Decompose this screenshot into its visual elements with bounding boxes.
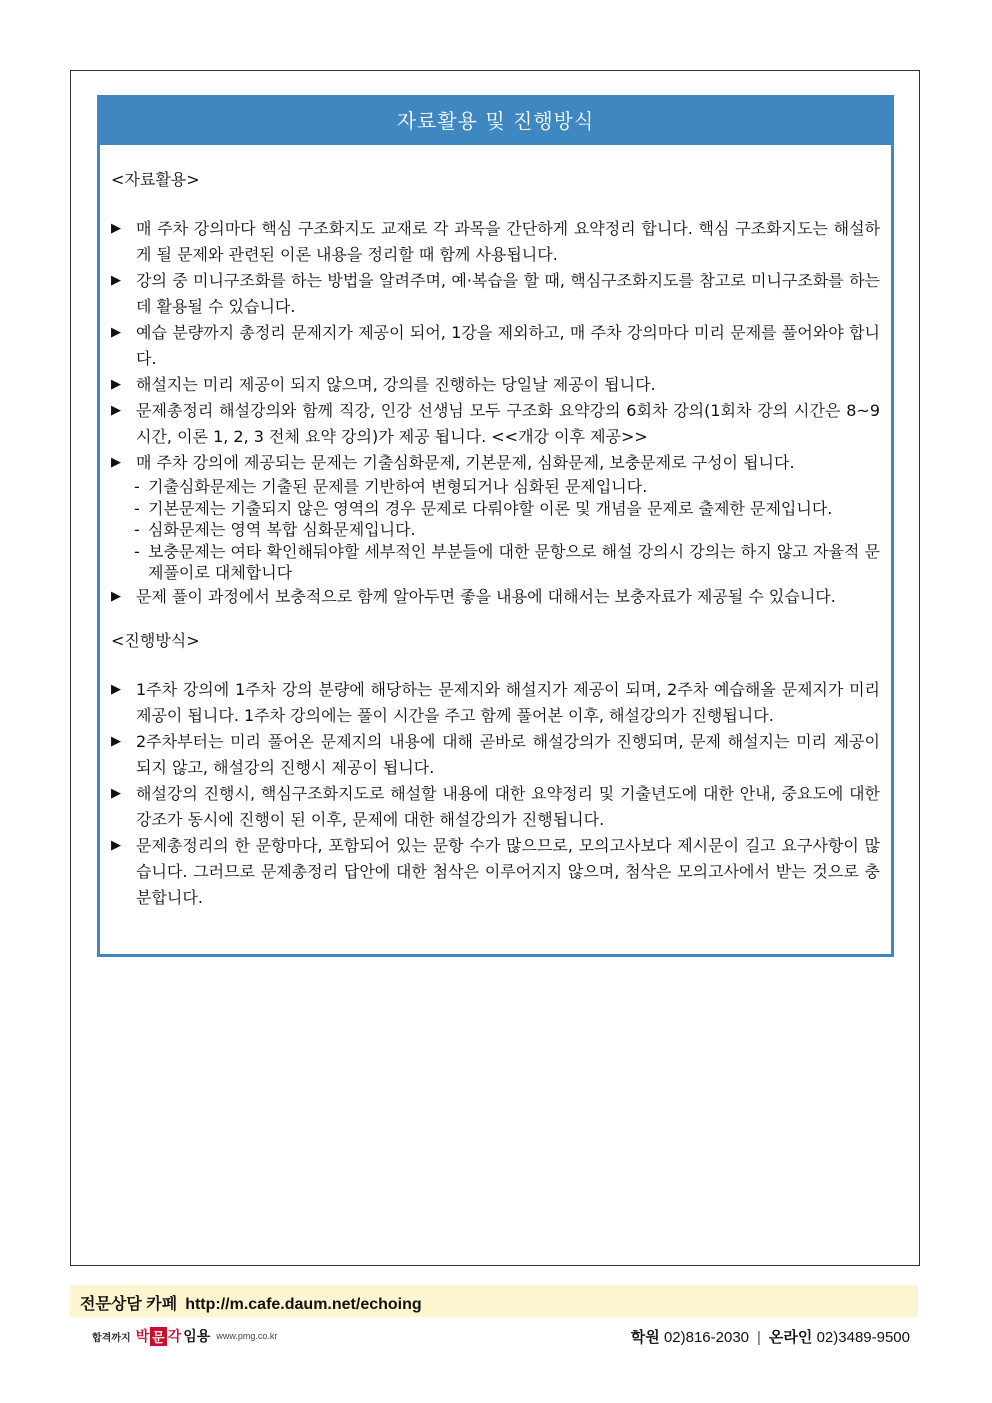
sub-list-item: - 심화문제는 영역 복합 심화문제입니다. <box>134 520 416 539</box>
contact-label: 전문상담 카페 <box>80 1296 178 1313</box>
sub-list-item: - 기출심화문제는 기출된 문제를 기반하여 변형되거나 심화된 문제입니다. <box>134 477 648 496</box>
online-label: 온라인 <box>768 1329 813 1346</box>
publisher-logo <box>92 1326 277 1346</box>
logo-site: www.pmg.co.kr <box>216 1331 278 1341</box>
logo-tagline: 합격까지 <box>92 1332 131 1344</box>
bullet-arrow-icon: ▶ <box>111 785 121 801</box>
list-item: ▶ 매 주차 강의에 제공되는 문제는 기출심화문제, 기본문제, 심화문제, 보충문제로 구성이 됩니다. - 기출심화문제는 기출된 문제를 기반하여 변형되거나 심화된 문제입니다. - 기본문제는 기출되지 않은 영역의 경우 문제로 다뤄야할 이론 및 개념을 문제로 출제한 문제입니다. - 심화문제는 영역 복합 심화문제입니다. - 보충문제는 여타 확인해둬야할 세부적인 부분들에 대한 문항으로 해설 강의시 강의는 하지 않고 자율적 문제풀이로 대체합니다 <box>111 450 880 584</box>
academy-phone: 02)816-2030 <box>663 1329 750 1346</box>
bullet-arrow-icon: ▶ <box>111 221 121 236</box>
bullet-arrow-icon: ▶ <box>111 455 121 470</box>
materials-list <box>111 216 880 610</box>
section-heading-materials: <자료활용> <box>111 170 200 189</box>
process-list <box>111 677 880 911</box>
bullet-arrow-icon: ▶ <box>111 377 121 392</box>
section-heading-process: <진행방식> <box>111 630 200 650</box>
phone-numbers <box>631 1326 910 1347</box>
logo-brand-a: 박 <box>135 1328 150 1344</box>
list-item: ▶ 1주차 강의에 1주차 강의 분량에 해당하는 문제지와 해설지가 제공이 되며, 2주차 예습해올 문제지가 미리 제공이 됩니다. 1주차 강의에는 풀이 시간을 주고 함께 풀어본 이후, 해설강의가 진행됩니다. <box>111 677 880 729</box>
logo-brand-d: 임용 <box>183 1328 211 1344</box>
list-item: ▶ 문제총정리의 한 문항마다, 포함되어 있는 문항 수가 많으므로, 모의고사보다 제시문이 길고 요구사항이 많습니다. 그러므로 문제총정리 답안에 대한 첨삭은 이루어지지 않으며, 첨삭은 모의고사에서 받는 것으로 충분합니다. <box>111 833 880 911</box>
list-item: ▶ 강의 중 미니구조화를 하는 방법을 알려주며, 예·복습을 할 때, 핵심구조화지도를 참고로 미니구조화를 하는 데 활용될 수 있습니다. <box>111 268 880 320</box>
online-phone: 02)3489-9500 <box>816 1329 910 1346</box>
panel-title: 자료활용 및 진행방식 <box>100 98 891 145</box>
bullet-arrow-icon: ▶ <box>111 588 121 604</box>
sub-list-item: - 보충문제는 여타 확인해둬야할 세부적인 부분들에 대한 문항으로 해설 강의시 강의는 하지 않고 자율적 문제풀이로 대체합니다 <box>134 541 880 582</box>
bullet-arrow-icon: ▶ <box>111 681 121 697</box>
academy-label: 학원 <box>630 1329 660 1346</box>
list-item: ▶ 해설지는 미리 제공이 되지 않으며, 강의를 진행하는 당일날 제공이 됩니다. <box>111 372 880 398</box>
sub-list-item: - 기본문제는 기출되지 않은 영역의 경우 문제로 다뤄야할 이론 및 개념을 문제로 출제한 문제입니다. <box>134 498 833 518</box>
info-panel <box>97 95 894 957</box>
bullet-arrow-icon: ▶ <box>111 733 121 749</box>
cafe-link[interactable]: http://m.cafe.daum.net/echoing <box>185 1296 422 1313</box>
list-item: ▶ 문제 풀이 과정에서 보충적으로 함께 알아두면 좋을 내용에 대해서는 보충자료가 제공될 수 있습니다. <box>111 584 880 610</box>
contact-line <box>80 1291 422 1314</box>
list-item: ▶ 2주차부터는 미리 풀어온 문제지의 내용에 대해 곧바로 해설강의가 진행되며, 문제 해설지는 미리 제공이 되지 않고, 해설강의 진행시 제공이 됩니다. <box>111 729 880 781</box>
bullet-arrow-icon: ▶ <box>111 325 121 340</box>
bullet-arrow-icon: ▶ <box>111 273 121 288</box>
footer-contact-bar <box>70 1285 918 1317</box>
bullet-arrow-icon: ▶ <box>111 403 121 418</box>
bullet-arrow-icon: ▶ <box>111 837 121 853</box>
list-item: ▶ 해설강의 진행시, 핵심구조화지도로 해설할 내용에 대한 요약정리 및 기출년도에 대한 안내, 중요도에 대한 강조가 동시에 진행이 된 이후, 문제에 대한 해설강의가 진행됩니다. <box>111 781 880 833</box>
logo-brand-mark: 문 <box>150 1327 167 1346</box>
logo-brand-c: 각 <box>167 1328 182 1344</box>
panel-body <box>100 145 891 911</box>
list-item: ▶ 예습 분량까지 총정리 문제지가 제공이 되어, 1강을 제외하고, 매 주차 강의마다 미리 문제를 풀어와야 합니다. <box>111 320 880 372</box>
list-item: ▶ 매 주차 강의마다 핵심 구조화지도 교재로 각 과목을 간단하게 요약정리 합니다. 핵심 구조화지도는 해설하게 될 문제와 관련된 이론 내용을 정리할 때 함께 사용됩니다. <box>111 216 880 268</box>
phone-separator: | <box>757 1329 761 1346</box>
problem-types-list <box>136 476 880 584</box>
list-item: ▶ 문제총정리 해설강의와 함께 직강, 인강 선생님 모두 구조화 요약강의 6회차 강의(1회차 강의 시간은 8~9시간, 이론 1, 2, 3 전체 요약 강의)가 제공 됩니다. <<개강 이후 제공>> <box>111 398 880 450</box>
